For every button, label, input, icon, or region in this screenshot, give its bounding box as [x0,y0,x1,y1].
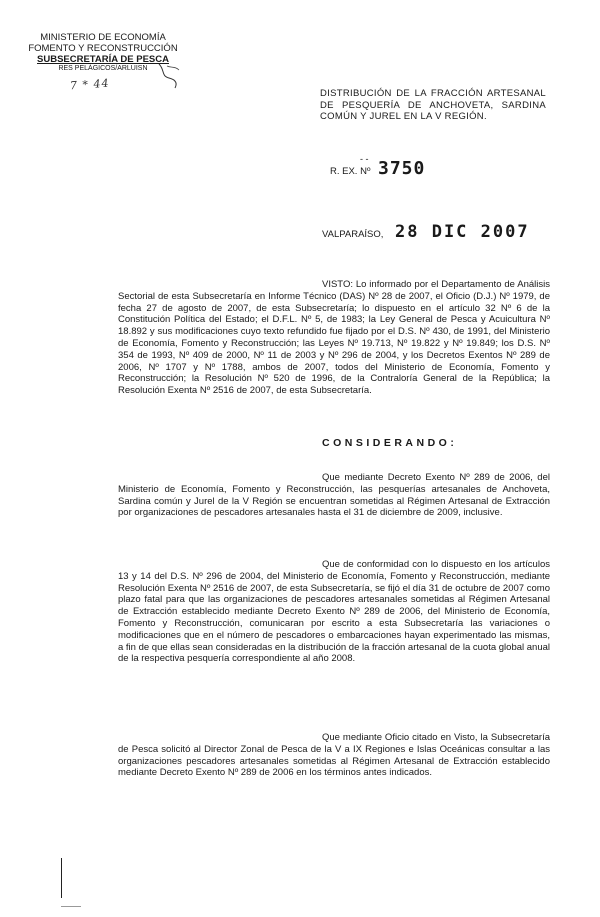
letterhead-ministry: MINISTERIO DE ECONOMÍA [40,32,166,43]
considerando-heading: CONSIDERANDO: [322,437,458,449]
handwritten-ink-mark: 7 * 44 [69,76,110,93]
visto-text: Lo informado por el Departamento de Análisis Sectorial de esta Subsecretaría en Informe Técnico (DAS) Nº 28 de 2007, el Oficio (D.J.) Nº 1979, de fecha 27 de agosto de 2007, de esta Subsecretaría; lo dispuesto en el artículo 32 Nº 6 de la Constitución Política del Estado; el D.F.L. Nº 5, de 1983; la Ley General de Pesca y Acuicultura Nº 18.892 y sus modificaciones cuyo texto refundido fue fijado por el D.S. Nº 430, de 1991, del Ministerio de Economía, Fomento y Reconstrucción; las Leyes Nº 19.713, Nº 19.822 y Nº 19.849; los D.S. Nº 354 de 1993, Nº 409 de 2000, Nº 11 de 2003 y Nº 296 de 2004, y los Decretos Exentos Nº 289 de 2006, Nº 1707 y Nº 1788, ambos de 2007, todos del Ministerio de Economía, Fomento y Reconstrucción; la Resolución Nº 520 de 1996, de la Contraloría General de la República; la Resolución Exenta Nº 2516 de 2007, de esta Subsecretaría. [118,279,550,397]
initials-scribble-icon [155,60,183,90]
margin-line [61,858,62,898]
letterhead-department: FOMENTO Y RECONSTRUCCIÓN [28,43,178,54]
place-date-line [322,222,530,242]
considerando-paragraph-2 [118,559,550,665]
considerando-text: Que de conformidad con lo dispuesto en los artículos 13 y 14 del D.S. Nº 296 de 2004, del Ministerio de Economía, Fomento y Reconstrucción, mediante Resolución Exenta Nº 2516 de 2007, de esta Subsecretaría, se fijó el día 31 de octubre de 2007 como plazo fatal para que las organizaciones de pescadores artesanales sometidas al Régimen Artesanal de Extracción establecido mediante Decreto Exento Nº 289 de 2006, del Ministerio de Economía, Fomento y Reconstrucción, comunicaran por escrito a esta Subsecretaría las variaciones o modificaciones que en el número de pescadores o embarcaciones hayan experimentado las mismas, a fin de que ellas sean consideradas en la distribución de la fracción artesanal de la cuota global anual de la respectiva pesquería correspondiente al año 2008. [118,559,551,665]
document-subject: DISTRIBUCIÓN DE LA FRACCIÓN ARTESANAL DE PESQUERÍA DE ANCHOVETA, SARDINA COMÚN Y JUREL EN LA V REGIÓN. [320,88,546,122]
margin-tick [61,906,81,907]
letterhead-subsecretariat: SUBSECRETARÍA DE PESCA [37,54,169,65]
visto-lead: VISTO: [322,279,353,290]
visto-paragraph [118,279,550,397]
date-stamp: 28 DIC 2007 [395,222,530,242]
resolution-number-line [330,154,426,179]
considerando-paragraph-3 [118,732,550,779]
considerando-paragraph-1 [118,472,550,519]
resolution-number: 3750 [378,158,426,179]
resolution-dash: - - [360,154,369,164]
considerando-text: Que mediante Decreto Exento Nº 289 de 2006, del Ministerio de Economía, Fomento y Reconstrucción, las pesquerías artesanales de Anchoveta, Sardina común y Jurel de la V Región se encuentran sometidas al Régimen Artesanal de Extracción por organizaciones de pescadores artesanales hasta el 31 de diciembre de 2009, inclusive. [118,472,550,519]
resolution-prefix: R. EX. Nº [330,166,371,177]
place: VALPARAÍSO, [322,229,384,240]
considerando-text: Que mediante Oficio citado en Visto, la Subsecretaría de Pesca solicitó al Director Zonal de Pesca de la V a IX Regiones e Islas Oceánicas consultar a las organizaciones pescadores artesanales sometidas al Régimen Artesanal de Extracción establecido mediante Decreto Exento Nº 289 de 2006 en los términos antes indicados. [118,732,550,779]
letterhead-reference: RES PELÁGICOS/ARLUISN [58,65,148,72]
